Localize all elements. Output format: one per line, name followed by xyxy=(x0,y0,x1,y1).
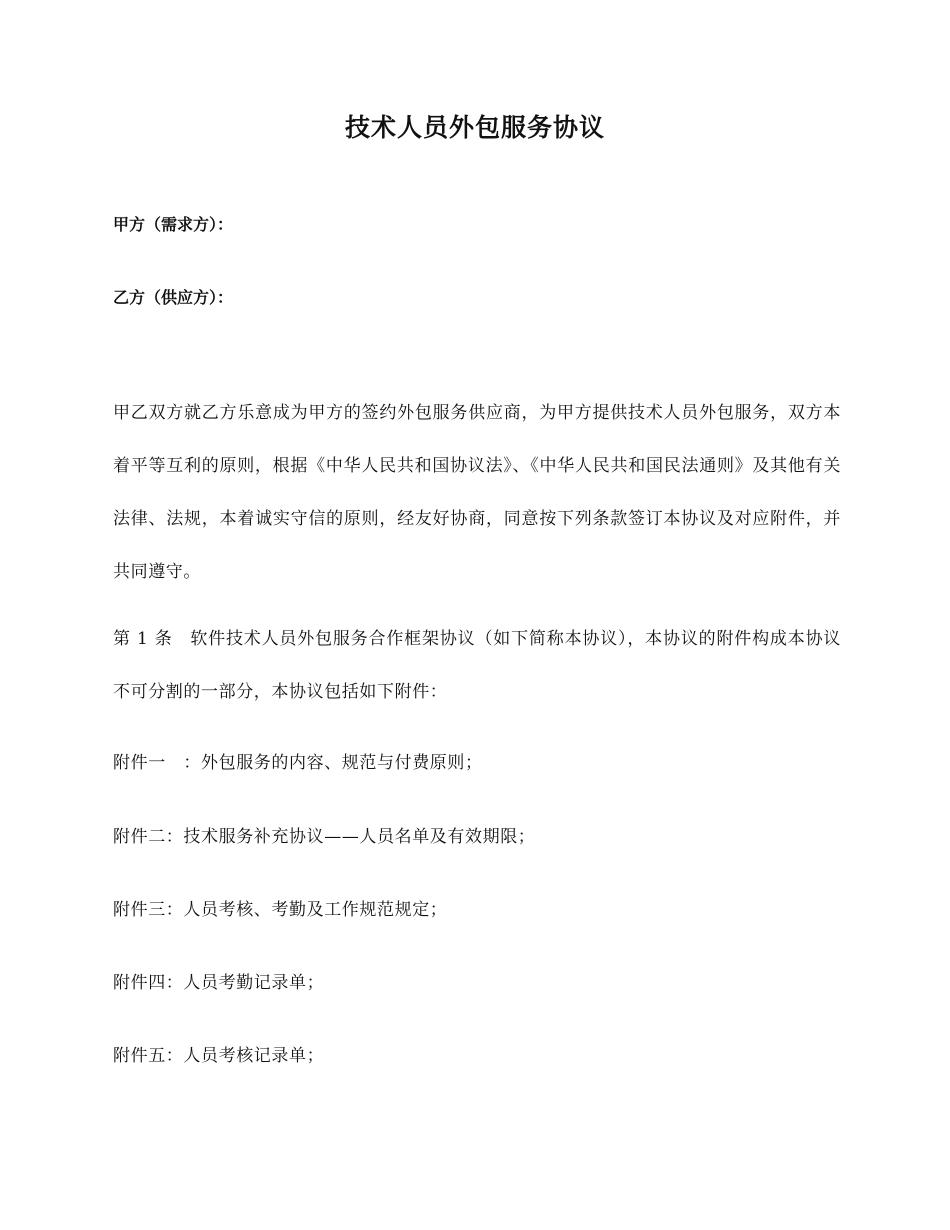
document-title: 技术人员外包服务协议 xyxy=(344,113,605,142)
attachment-item: 附件五：人员考核记录单； xyxy=(113,1046,325,1066)
attachment-item: 附件四：人员考勤记录单； xyxy=(113,973,325,993)
attachment-item: 附件二：技术服务补充协议——人员名单及有效期限； xyxy=(113,827,536,847)
attachment-item: 附件一 ：外包服务的内容、规范与付费原则； xyxy=(113,753,483,773)
preamble-paragraph: 甲乙双方就乙方乐意成为甲方的签约外包服务供应商，为甲方提供技术人员外包服务，双方本着平等互利的原则，根据《中华人民共和国协议法》、《中华人民共和国民法通则》及其他有关法律、法规，本着诚实守信的原则，经友好协商，同意按下列条款签订本协议及对应附件，并共同遵守。 xyxy=(113,403,841,582)
attachment-item: 附件三：人员考核、考勤及工作规范规定； xyxy=(113,900,448,920)
article-1-paragraph: 第 1 条 软件技术人员外包服务合作框架协议（如下简称本协议），本协议的附件构成本协议不可分割的一部分，本协议包括如下附件： xyxy=(113,629,841,702)
party-a-label: 甲方（需求方）： xyxy=(113,215,234,234)
party-b-label: 乙方（供应方）： xyxy=(113,288,234,307)
